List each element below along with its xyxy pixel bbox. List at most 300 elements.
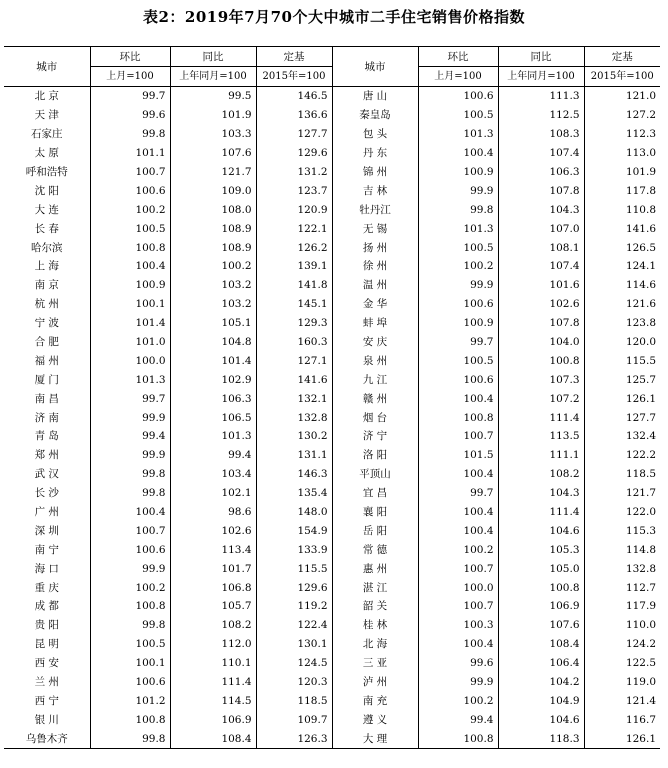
right-fixed-cell: 119.0 [584,673,660,692]
table-row [4,144,660,163]
right-yoy-cell: 102.6 [498,295,584,314]
right-yoy-cell: 107.2 [498,389,584,408]
right-city-cell: 包 头 [332,125,418,144]
left-city-cell: 大 连 [34,203,59,216]
left-mom-cell: 99.9 [90,559,170,578]
left-mom-cell: 101.3 [90,370,170,389]
right-yoy-cell: 104.2 [498,673,584,692]
left-yoy-cell: 101.7 [170,559,256,578]
right-mom-cell: 100.5 [418,351,498,370]
right-mom-cell: 100.5 [418,238,498,257]
left-mom-cell: 100.9 [90,276,170,295]
right-mom-cell: 99.9 [418,276,498,295]
right-city-cell: 洛 阳 [332,446,418,465]
right-mom-cell: 100.4 [418,635,498,654]
right-mom-cell: 99.9 [418,181,498,200]
left-mom-cell: 100.2 [90,200,170,219]
left-yoy-cell: 103.2 [170,276,256,295]
left-city-cell: 南 京 [34,279,59,292]
left-yoy-cell: 106.8 [170,578,256,597]
right-fixed-cell: 118.5 [584,465,660,484]
table-header [4,47,660,87]
right-fixed-cell: 110.0 [584,616,660,635]
right-yoy-cell: 108.1 [498,238,584,257]
right-fixed-cell: 121.4 [584,692,660,711]
left-fixed-cell: 145.1 [256,295,332,314]
left-city-cell: 贵 阳 [34,619,59,632]
right-fixed-cell: 110.8 [584,200,660,219]
table-row [4,87,660,106]
left-yoy-cell: 107.6 [170,144,256,163]
left-city-cell: 济 南 [34,411,59,424]
right-city-cell: 秦皇岛 [332,106,418,125]
right-mom-cell: 100.9 [418,163,498,182]
left-fixed-cell: 118.5 [256,692,332,711]
left-yoy-cell: 103.3 [170,125,256,144]
left-city-cell: 石家庄 [31,128,63,141]
right-city-cell: 济 宁 [332,427,418,446]
left-yoy-cell: 105.7 [170,597,256,616]
table-row [4,710,660,729]
right-city-cell: 温 州 [332,276,418,295]
left-mom-cell: 100.6 [90,181,170,200]
header-yoy-base-left: 上年同月=100 [170,67,256,87]
right-mom-cell: 100.7 [418,597,498,616]
right-city-cell: 北 海 [332,635,418,654]
left-fixed-cell: 126.2 [256,238,332,257]
right-fixed-cell: 141.6 [584,219,660,238]
right-mom-cell: 100.4 [418,144,498,163]
right-fixed-cell: 132.8 [584,559,660,578]
right-city-cell: 泉 州 [332,351,418,370]
right-yoy-cell: 111.1 [498,446,584,465]
table-row [4,446,660,465]
header-city-left: 城市 [4,47,90,87]
right-yoy-cell: 106.4 [498,654,584,673]
table-row [4,106,660,125]
left-yoy-cell: 113.4 [170,540,256,559]
left-mom-cell: 101.1 [90,144,170,163]
left-yoy-cell: 108.9 [170,238,256,257]
right-city-cell: 扬 州 [332,238,418,257]
left-city-cell: 武 汉 [34,468,59,481]
right-yoy-cell: 118.3 [498,729,584,748]
right-fixed-cell: 126.1 [584,729,660,748]
left-yoy-cell: 111.4 [170,673,256,692]
right-yoy-cell: 107.8 [498,181,584,200]
right-mom-cell: 100.6 [418,87,498,106]
left-city-cell: 杭 州 [34,298,59,311]
table-body [4,87,660,749]
right-fixed-cell: 115.5 [584,351,660,370]
left-fixed-cell: 119.2 [256,597,332,616]
left-fixed-cell: 146.5 [256,87,332,106]
left-fixed-cell: 123.7 [256,181,332,200]
right-yoy-cell: 104.6 [498,521,584,540]
right-city-cell: 宜 昌 [332,484,418,503]
left-yoy-cell: 105.1 [170,314,256,333]
right-fixed-cell: 113.0 [584,144,660,163]
right-yoy-cell: 101.6 [498,276,584,295]
left-fixed-cell: 154.9 [256,521,332,540]
right-yoy-cell: 107.0 [498,219,584,238]
left-yoy-cell: 110.1 [170,654,256,673]
table-row [4,276,660,295]
right-mom-cell: 100.4 [418,389,498,408]
right-city-cell: 吉 林 [332,181,418,200]
table-row [4,616,660,635]
header-mom-left: 环比 [90,47,170,67]
right-yoy-cell: 108.3 [498,125,584,144]
table-row [4,408,660,427]
left-fixed-cell: 124.5 [256,654,332,673]
left-yoy-cell: 103.4 [170,465,256,484]
right-city-cell: 赣 州 [332,389,418,408]
right-mom-cell: 100.3 [418,616,498,635]
left-yoy-cell: 108.4 [170,729,256,748]
left-city-cell: 长 春 [34,222,59,235]
right-yoy-cell: 108.2 [498,465,584,484]
table-row [4,238,660,257]
left-city-cell: 合 肥 [34,336,59,349]
left-city-cell: 长 沙 [34,487,59,500]
left-yoy-cell: 106.3 [170,389,256,408]
right-fixed-cell: 114.6 [584,276,660,295]
table-row [4,578,660,597]
right-fixed-cell: 121.0 [584,87,660,106]
header-fixed-base-left: 2015年=100 [256,67,332,87]
right-city-cell: 金 华 [332,295,418,314]
table-row [4,503,660,522]
left-mom-cell: 100.6 [90,673,170,692]
table-row [4,635,660,654]
right-fixed-cell: 112.3 [584,125,660,144]
left-fixed-cell: 122.4 [256,616,332,635]
left-city-cell: 郑 州 [34,449,59,462]
left-city-cell: 宁 波 [34,317,59,330]
right-fixed-cell: 101.9 [584,163,660,182]
left-yoy-cell: 102.6 [170,521,256,540]
right-fixed-cell: 114.8 [584,540,660,559]
left-yoy-cell: 102.9 [170,370,256,389]
right-city-cell: 徐 州 [332,257,418,276]
price-index-table [4,46,660,749]
left-city-cell: 南 宁 [34,543,59,556]
left-mom-cell: 100.8 [90,238,170,257]
right-mom-cell: 100.6 [418,370,498,389]
left-city-cell: 成 都 [34,600,59,613]
right-yoy-cell: 107.6 [498,616,584,635]
right-yoy-cell: 108.4 [498,635,584,654]
left-fixed-cell: 122.1 [256,219,332,238]
left-mom-cell: 100.5 [90,219,170,238]
left-fixed-cell: 126.3 [256,729,332,748]
left-city-cell: 福 州 [34,354,59,367]
left-fixed-cell: 146.3 [256,465,332,484]
right-mom-cell: 100.6 [418,295,498,314]
right-fixed-cell: 116.7 [584,710,660,729]
left-mom-cell: 100.0 [90,351,170,370]
right-city-cell: 唐 山 [332,87,418,106]
right-fixed-cell: 117.9 [584,597,660,616]
table-row [4,181,660,200]
right-yoy-cell: 107.4 [498,257,584,276]
left-city-cell: 广 州 [34,506,59,519]
left-city-cell: 哈尔滨 [31,241,63,254]
right-fixed-cell: 121.7 [584,484,660,503]
left-mom-cell: 100.1 [90,295,170,314]
left-city-cell: 上 海 [34,260,59,273]
right-fixed-cell: 127.7 [584,408,660,427]
right-mom-cell: 100.2 [418,540,498,559]
right-fixed-cell: 127.2 [584,106,660,125]
right-city-cell: 惠 州 [332,559,418,578]
left-mom-cell: 100.4 [90,503,170,522]
right-mom-cell: 100.8 [418,729,498,748]
left-yoy-cell: 99.4 [170,446,256,465]
left-fixed-cell: 129.6 [256,144,332,163]
right-yoy-cell: 111.4 [498,503,584,522]
left-fixed-cell: 127.1 [256,351,332,370]
right-fixed-cell: 121.6 [584,295,660,314]
right-city-cell: 湛 江 [332,578,418,597]
right-city-cell: 无 锡 [332,219,418,238]
right-yoy-cell: 104.6 [498,710,584,729]
left-mom-cell: 99.7 [90,87,170,106]
right-city-cell: 桂 林 [332,616,418,635]
left-city-cell: 南 昌 [34,392,59,405]
left-mom-cell: 99.8 [90,125,170,144]
left-fixed-cell: 127.7 [256,125,332,144]
left-yoy-cell: 108.0 [170,200,256,219]
left-fixed-cell: 136.6 [256,106,332,125]
left-mom-cell: 99.7 [90,389,170,408]
right-mom-cell: 100.0 [418,578,498,597]
left-fixed-cell: 120.3 [256,673,332,692]
right-city-cell: 三 亚 [332,654,418,673]
left-fixed-cell: 148.0 [256,503,332,522]
right-mom-cell: 100.4 [418,503,498,522]
left-yoy-cell: 101.4 [170,351,256,370]
table-row [4,559,660,578]
right-city-cell: 岳 阳 [332,521,418,540]
right-yoy-cell: 100.8 [498,351,584,370]
left-city-cell: 乌鲁木齐 [4,729,90,748]
left-yoy-cell: 112.0 [170,635,256,654]
left-yoy-cell: 101.9 [170,106,256,125]
left-fixed-cell: 132.1 [256,389,332,408]
right-fixed-cell: 122.5 [584,654,660,673]
right-yoy-cell: 106.9 [498,597,584,616]
header-yoy-right: 同比 [498,47,584,67]
table-row [4,351,660,370]
right-mom-cell: 99.8 [418,200,498,219]
table-row [4,163,660,182]
right-fixed-cell: 126.5 [584,238,660,257]
table-row [4,692,660,711]
right-yoy-cell: 100.8 [498,578,584,597]
left-fixed-cell: 129.6 [256,578,332,597]
table-row [4,295,660,314]
right-fixed-cell: 122.2 [584,446,660,465]
right-city-cell: 常 德 [332,540,418,559]
left-fixed-cell: 131.1 [256,446,332,465]
right-city-cell: 南 充 [332,692,418,711]
right-yoy-cell: 104.0 [498,333,584,352]
left-yoy-cell: 104.8 [170,333,256,352]
left-fixed-cell: 130.2 [256,427,332,446]
left-mom-cell: 100.6 [90,540,170,559]
table-row [4,370,660,389]
table-row [4,484,660,503]
right-fixed-cell: 124.1 [584,257,660,276]
header-fixed-right: 定基 [584,47,660,67]
right-mom-cell: 101.3 [418,219,498,238]
right-city-cell: 韶 关 [332,597,418,616]
right-fixed-cell: 123.8 [584,314,660,333]
right-yoy-cell: 104.3 [498,200,584,219]
left-mom-cell: 99.8 [90,729,170,748]
left-city-cell: 重 庆 [34,581,59,594]
left-mom-cell: 100.8 [90,597,170,616]
left-yoy-cell: 106.5 [170,408,256,427]
left-fixed-cell: 139.1 [256,257,332,276]
left-mom-cell: 100.7 [90,163,170,182]
header-mom-base-right: 上月=100 [418,67,498,87]
header-yoy-base-right: 上年同月=100 [498,67,584,87]
right-city-cell: 蚌 埠 [332,314,418,333]
right-yoy-cell: 113.5 [498,427,584,446]
right-yoy-cell: 112.5 [498,106,584,125]
right-mom-cell: 100.7 [418,559,498,578]
table-row [4,597,660,616]
left-mom-cell: 99.8 [90,465,170,484]
left-mom-cell: 101.2 [90,692,170,711]
left-fixed-cell: 131.2 [256,163,332,182]
table-row [4,314,660,333]
right-mom-cell: 99.6 [418,654,498,673]
left-fixed-cell: 115.5 [256,559,332,578]
left-city-cell: 厦 门 [34,373,59,386]
right-mom-cell: 99.4 [418,710,498,729]
header-fixed-left: 定基 [256,47,332,67]
left-mom-cell: 100.1 [90,654,170,673]
right-city-cell: 烟 台 [332,408,418,427]
right-mom-cell: 100.4 [418,465,498,484]
table-row [4,540,660,559]
left-yoy-cell: 108.2 [170,616,256,635]
right-city-cell: 丹 东 [332,144,418,163]
header-city-right: 城市 [332,47,418,87]
left-yoy-cell: 114.5 [170,692,256,711]
left-mom-cell: 100.2 [90,578,170,597]
left-fixed-cell: 133.9 [256,540,332,559]
left-city-cell: 青 岛 [34,430,59,443]
right-fixed-cell: 117.8 [584,181,660,200]
table-row [4,465,660,484]
header-mom-base-left: 上月=100 [90,67,170,87]
left-mom-cell: 101.4 [90,314,170,333]
left-mom-cell: 99.4 [90,427,170,446]
right-city-cell: 牡丹江 [332,200,418,219]
left-mom-cell: 100.5 [90,635,170,654]
right-fixed-cell: 126.1 [584,389,660,408]
right-yoy-cell: 111.4 [498,408,584,427]
left-yoy-cell: 102.1 [170,484,256,503]
left-fixed-cell: 120.9 [256,200,332,219]
left-yoy-cell: 109.0 [170,181,256,200]
right-city-cell: 锦 州 [332,163,418,182]
right-city-cell: 安 庆 [332,333,418,352]
right-mom-cell: 100.9 [418,314,498,333]
left-city-cell: 西 安 [34,657,59,670]
table-row [4,521,660,540]
table-row [4,200,660,219]
right-yoy-cell: 105.3 [498,540,584,559]
table-row [4,427,660,446]
left-mom-cell: 99.9 [90,408,170,427]
left-city-cell: 昆 明 [34,638,59,651]
right-fixed-cell: 122.0 [584,503,660,522]
left-yoy-cell: 100.2 [170,257,256,276]
right-yoy-cell: 107.8 [498,314,584,333]
left-mom-cell: 100.7 [90,521,170,540]
left-mom-cell: 100.8 [90,710,170,729]
table-row [4,219,660,238]
table-title: 表2：2019年7月70个大中城市二手住宅销售价格指数 [143,8,525,26]
header-fixed-base-right: 2015年=100 [584,67,660,87]
right-fixed-cell: 115.3 [584,521,660,540]
right-mom-cell: 101.3 [418,125,498,144]
right-mom-cell: 100.8 [418,408,498,427]
right-yoy-cell: 107.3 [498,370,584,389]
left-city-cell: 西 宁 [34,694,59,707]
right-fixed-cell: 132.4 [584,427,660,446]
table-row [4,125,660,144]
right-mom-cell: 100.5 [418,106,498,125]
header-mom-right: 环比 [418,47,498,67]
left-fixed-cell: 141.8 [256,276,332,295]
table-row [4,654,660,673]
left-city-cell: 海 口 [34,562,59,575]
right-mom-cell: 99.7 [418,333,498,352]
table-row [4,729,660,748]
left-city-cell: 沈 阳 [34,184,59,197]
right-city-cell: 泸 州 [332,673,418,692]
right-fixed-cell: 120.0 [584,333,660,352]
right-mom-cell: 99.7 [418,484,498,503]
right-yoy-cell: 104.3 [498,484,584,503]
left-yoy-cell: 121.7 [170,163,256,182]
table-row [4,389,660,408]
left-city-cell: 深 圳 [34,524,59,537]
header-yoy-left: 同比 [170,47,256,67]
left-yoy-cell: 98.6 [170,503,256,522]
left-fixed-cell: 109.7 [256,710,332,729]
right-city-cell: 平顶山 [332,465,418,484]
left-mom-cell: 101.0 [90,333,170,352]
right-yoy-cell: 111.3 [498,87,584,106]
left-yoy-cell: 101.3 [170,427,256,446]
right-city-cell: 大 理 [332,729,418,748]
table-row [4,673,660,692]
right-fixed-cell: 124.2 [584,635,660,654]
right-fixed-cell: 125.7 [584,370,660,389]
left-fixed-cell: 135.4 [256,484,332,503]
right-city-cell: 遵 义 [332,710,418,729]
left-mom-cell: 99.6 [90,106,170,125]
right-mom-cell: 99.9 [418,673,498,692]
